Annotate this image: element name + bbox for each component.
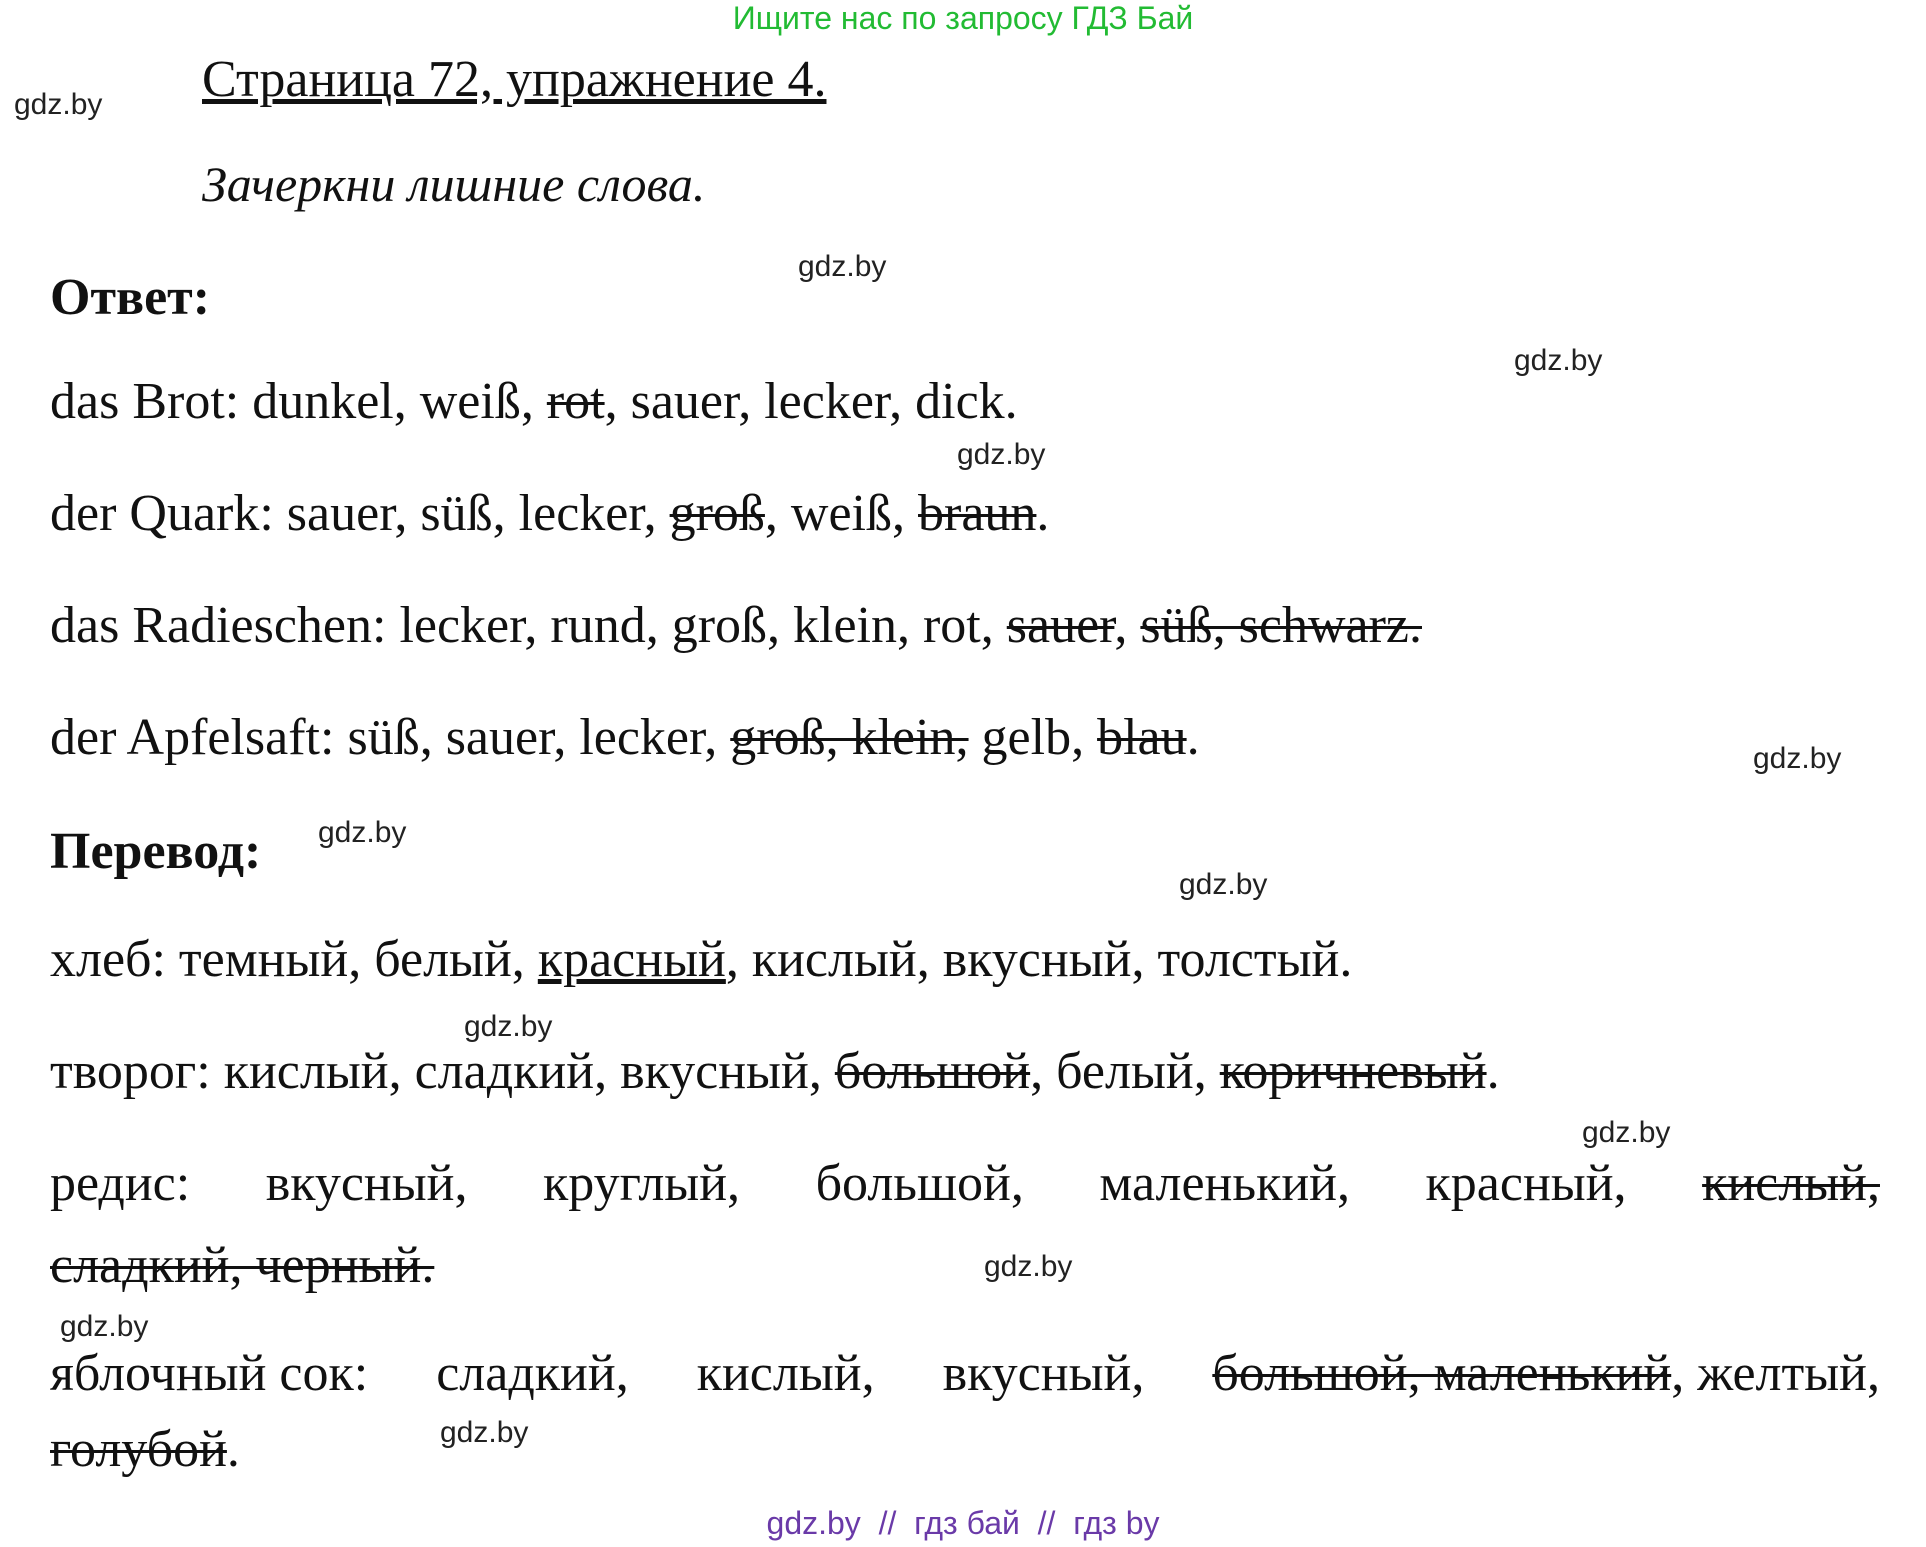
translation-line-radish-cont: [50, 1236, 434, 1295]
translation-line-bread: хлеб: темный, белый, красный, кислый, вкусный, толстый.: [50, 931, 1353, 988]
watermark: gdz.by: [1753, 742, 1842, 775]
struck-word: кислый,: [1702, 1155, 1880, 1212]
kept-words: sauer, süß, lecker,: [286, 485, 670, 542]
noun: das Radieschen:: [50, 597, 400, 654]
watermark: gdz.by: [984, 1250, 1073, 1283]
struck-word: коричневый: [1219, 1043, 1487, 1100]
kept-words: , weiß,: [764, 485, 919, 542]
struck-word: braun: [918, 485, 1037, 542]
noun: der Quark:: [50, 485, 287, 542]
task-instruction: Зачеркни лишние слова.: [202, 156, 706, 212]
kept-words: süß, sauer, lecker,: [347, 709, 731, 766]
translation-line-radish: редис: вкусный, круглый, большой, маленький, красный, кислый,: [50, 1155, 1880, 1212]
kept-words: dunkel, weiß,: [252, 373, 547, 430]
answer-heading: Ответ:: [50, 269, 211, 326]
answer-line-brot: [50, 372, 1018, 431]
translation-line-quark: творог: кислый, сладкий, вкусный, большой, белый, коричневый.: [50, 1043, 1500, 1100]
watermark: gdz.by: [14, 88, 103, 121]
watermark: gdz.by: [798, 250, 887, 283]
kept-words: lecker, rund, groß, klein, rot,: [399, 597, 1007, 654]
watermark: gdz.by: [60, 1310, 149, 1343]
translation-line-juice-cont: голубой.: [50, 1421, 240, 1478]
struck-word: большой, маленький: [1212, 1345, 1672, 1402]
watermark: gdz.by: [957, 438, 1046, 471]
watermark: gdz.by: [464, 1010, 553, 1043]
watermark: gdz.by: [318, 816, 407, 849]
watermark: gdz.by: [1514, 344, 1603, 377]
struck-word: сладкий, черный.: [50, 1237, 435, 1294]
translation-line-juice: яблочный сок: сладкий, кислый, вкусный, большой, маленький, желтый,: [50, 1345, 1880, 1402]
watermark: gdz.by: [1179, 868, 1268, 901]
kept-words: gelb,: [968, 709, 1098, 766]
struck-word: голубой: [50, 1421, 227, 1478]
page-title: Страница 72, упражнение 4.: [202, 51, 827, 108]
struck-word: süß, schwarz.: [1140, 597, 1422, 654]
struck-word: blau: [1097, 709, 1187, 766]
translation-heading: Перевод:: [50, 823, 262, 880]
struck-word: sauer: [1006, 597, 1115, 654]
underlined-word: красный: [537, 931, 726, 988]
struck-word: groß: [669, 485, 765, 542]
struck-word: rot: [546, 373, 605, 430]
search-banner[interactable]: Ищите нас по запросу ГДЗ Бай: [732, 0, 1194, 36]
kept-words: , sauer, lecker, dick.: [604, 373, 1018, 430]
noun: der Apfelsaft:: [50, 709, 348, 766]
watermark: gdz.by: [440, 1416, 529, 1449]
footer-links[interactable]: gdz.by // гдз бай // гдз by: [766, 1505, 1160, 1541]
struck-word: groß, klein,: [730, 709, 969, 766]
noun: das Brot:: [50, 373, 253, 430]
watermark: gdz.by: [1582, 1116, 1671, 1149]
answer-line-apfelsaft: der Apfelsaft: süß, sauer, lecker, groß, klein, gelb, blau.: [50, 709, 1200, 766]
answer-line-quark: der Quark: sauer, süß, lecker, groß, weiß, braun.: [50, 485, 1050, 542]
struck-word: большой: [834, 1043, 1031, 1100]
answer-line-radieschen: das Radieschen: lecker, rund, groß, klein, rot, sauer, süß, schwarz.: [50, 597, 1422, 654]
